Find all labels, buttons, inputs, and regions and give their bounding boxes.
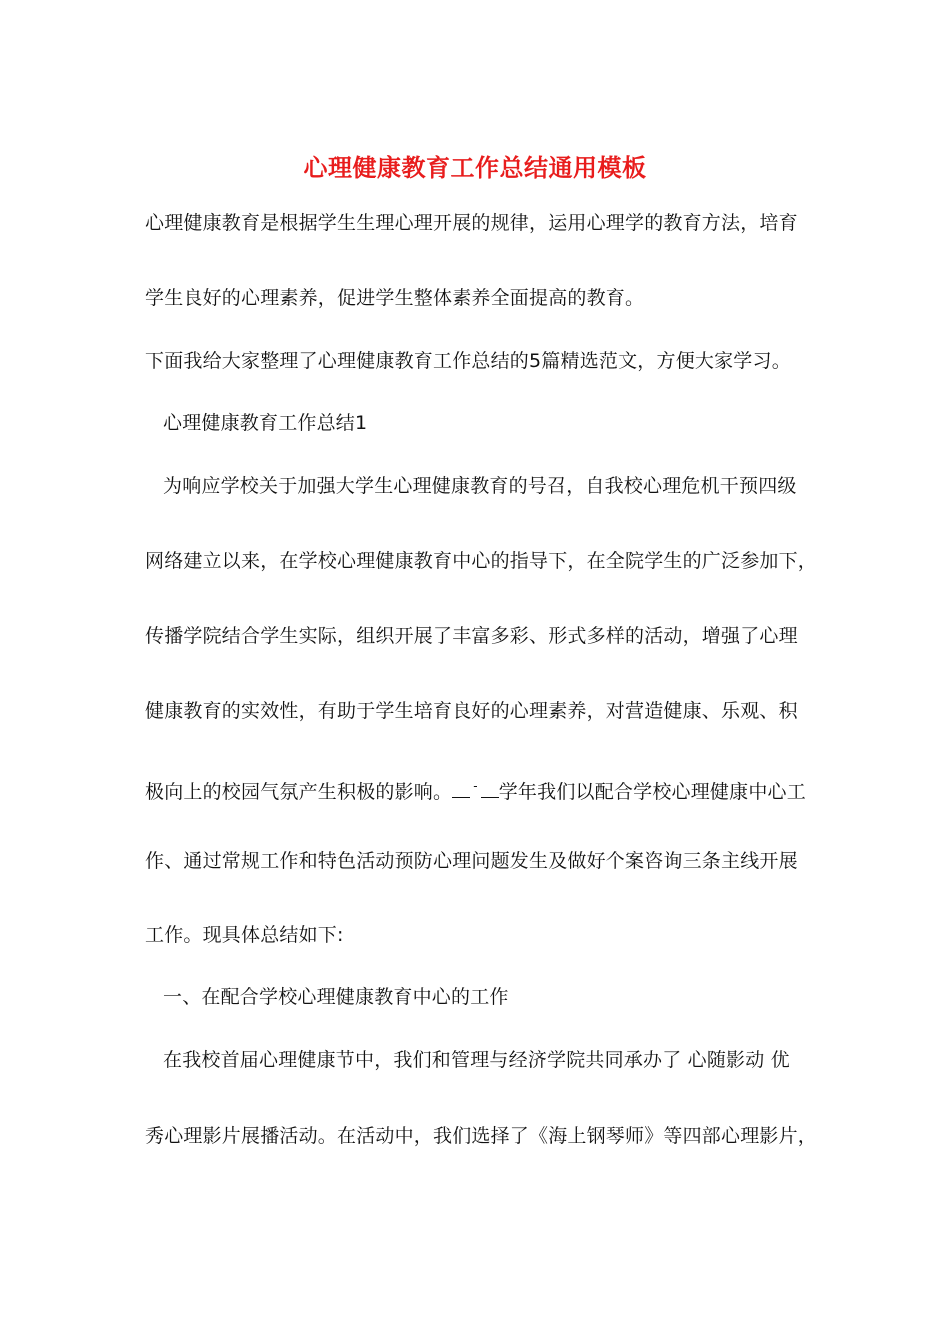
paragraph-line: 作、通过常规工作和特色活动预防心理问题发生及做好个案咨询三条主线开展 bbox=[145, 850, 798, 872]
paragraph-line: 工作。现具体总结如下: bbox=[145, 924, 344, 946]
paragraph-line: 秀心理影片展播活动。在活动中，我们选择了《海上钢琴师》等四部心理影片， bbox=[145, 1125, 818, 1147]
paragraph-line: 在我校首届心理健康节中，我们和管理与经济学院共同承办了 心随影动 优 bbox=[163, 1049, 790, 1071]
fill-blank bbox=[481, 783, 499, 798]
intro-line-3: 下面我给大家整理了心理健康教育工作总结的5篇精选范文，方便大家学习。 bbox=[145, 350, 791, 372]
intro-line-2: 学生良好的心理素养，促进学生整体素养全面提高的教育。 bbox=[145, 287, 645, 309]
year-dash: - bbox=[473, 779, 478, 793]
fill-blank bbox=[452, 783, 470, 798]
paragraph-text: 极向上的校园气氛产生积极的影响。 bbox=[145, 781, 453, 803]
paragraph-line: 健康教育的实效性，有助于学生培育良好的心理素养，对营造健康、乐观、积 bbox=[145, 700, 798, 722]
paragraph-line: 为响应学校关于加强大学生心理健康教育的号召，自我校心理危机干预四级 bbox=[163, 475, 797, 497]
document-title: 心理健康教育工作总结通用模板 bbox=[303, 153, 647, 182]
paragraph-line-with-blanks bbox=[145, 771, 825, 807]
section-heading: 心理健康教育工作总结1 bbox=[163, 412, 368, 434]
paragraph-line: 传播学院结合学生实际，组织开展了丰富多彩、形式多样的活动，增强了心理 bbox=[145, 625, 798, 647]
paragraph-line: 网络建立以来，在学校心理健康教育中心的指导下，在全院学生的广泛参加下， bbox=[145, 550, 818, 572]
subsection-heading: 一、在配合学校心理健康教育中心的工作 bbox=[163, 986, 509, 1008]
intro-line-1: 心理健康教育是根据学生生理心理开展的规律，运用心理学的教育方法，培育 bbox=[145, 212, 798, 234]
paragraph-text: 学年我们以配合学校心理健康中心工 bbox=[498, 781, 806, 803]
